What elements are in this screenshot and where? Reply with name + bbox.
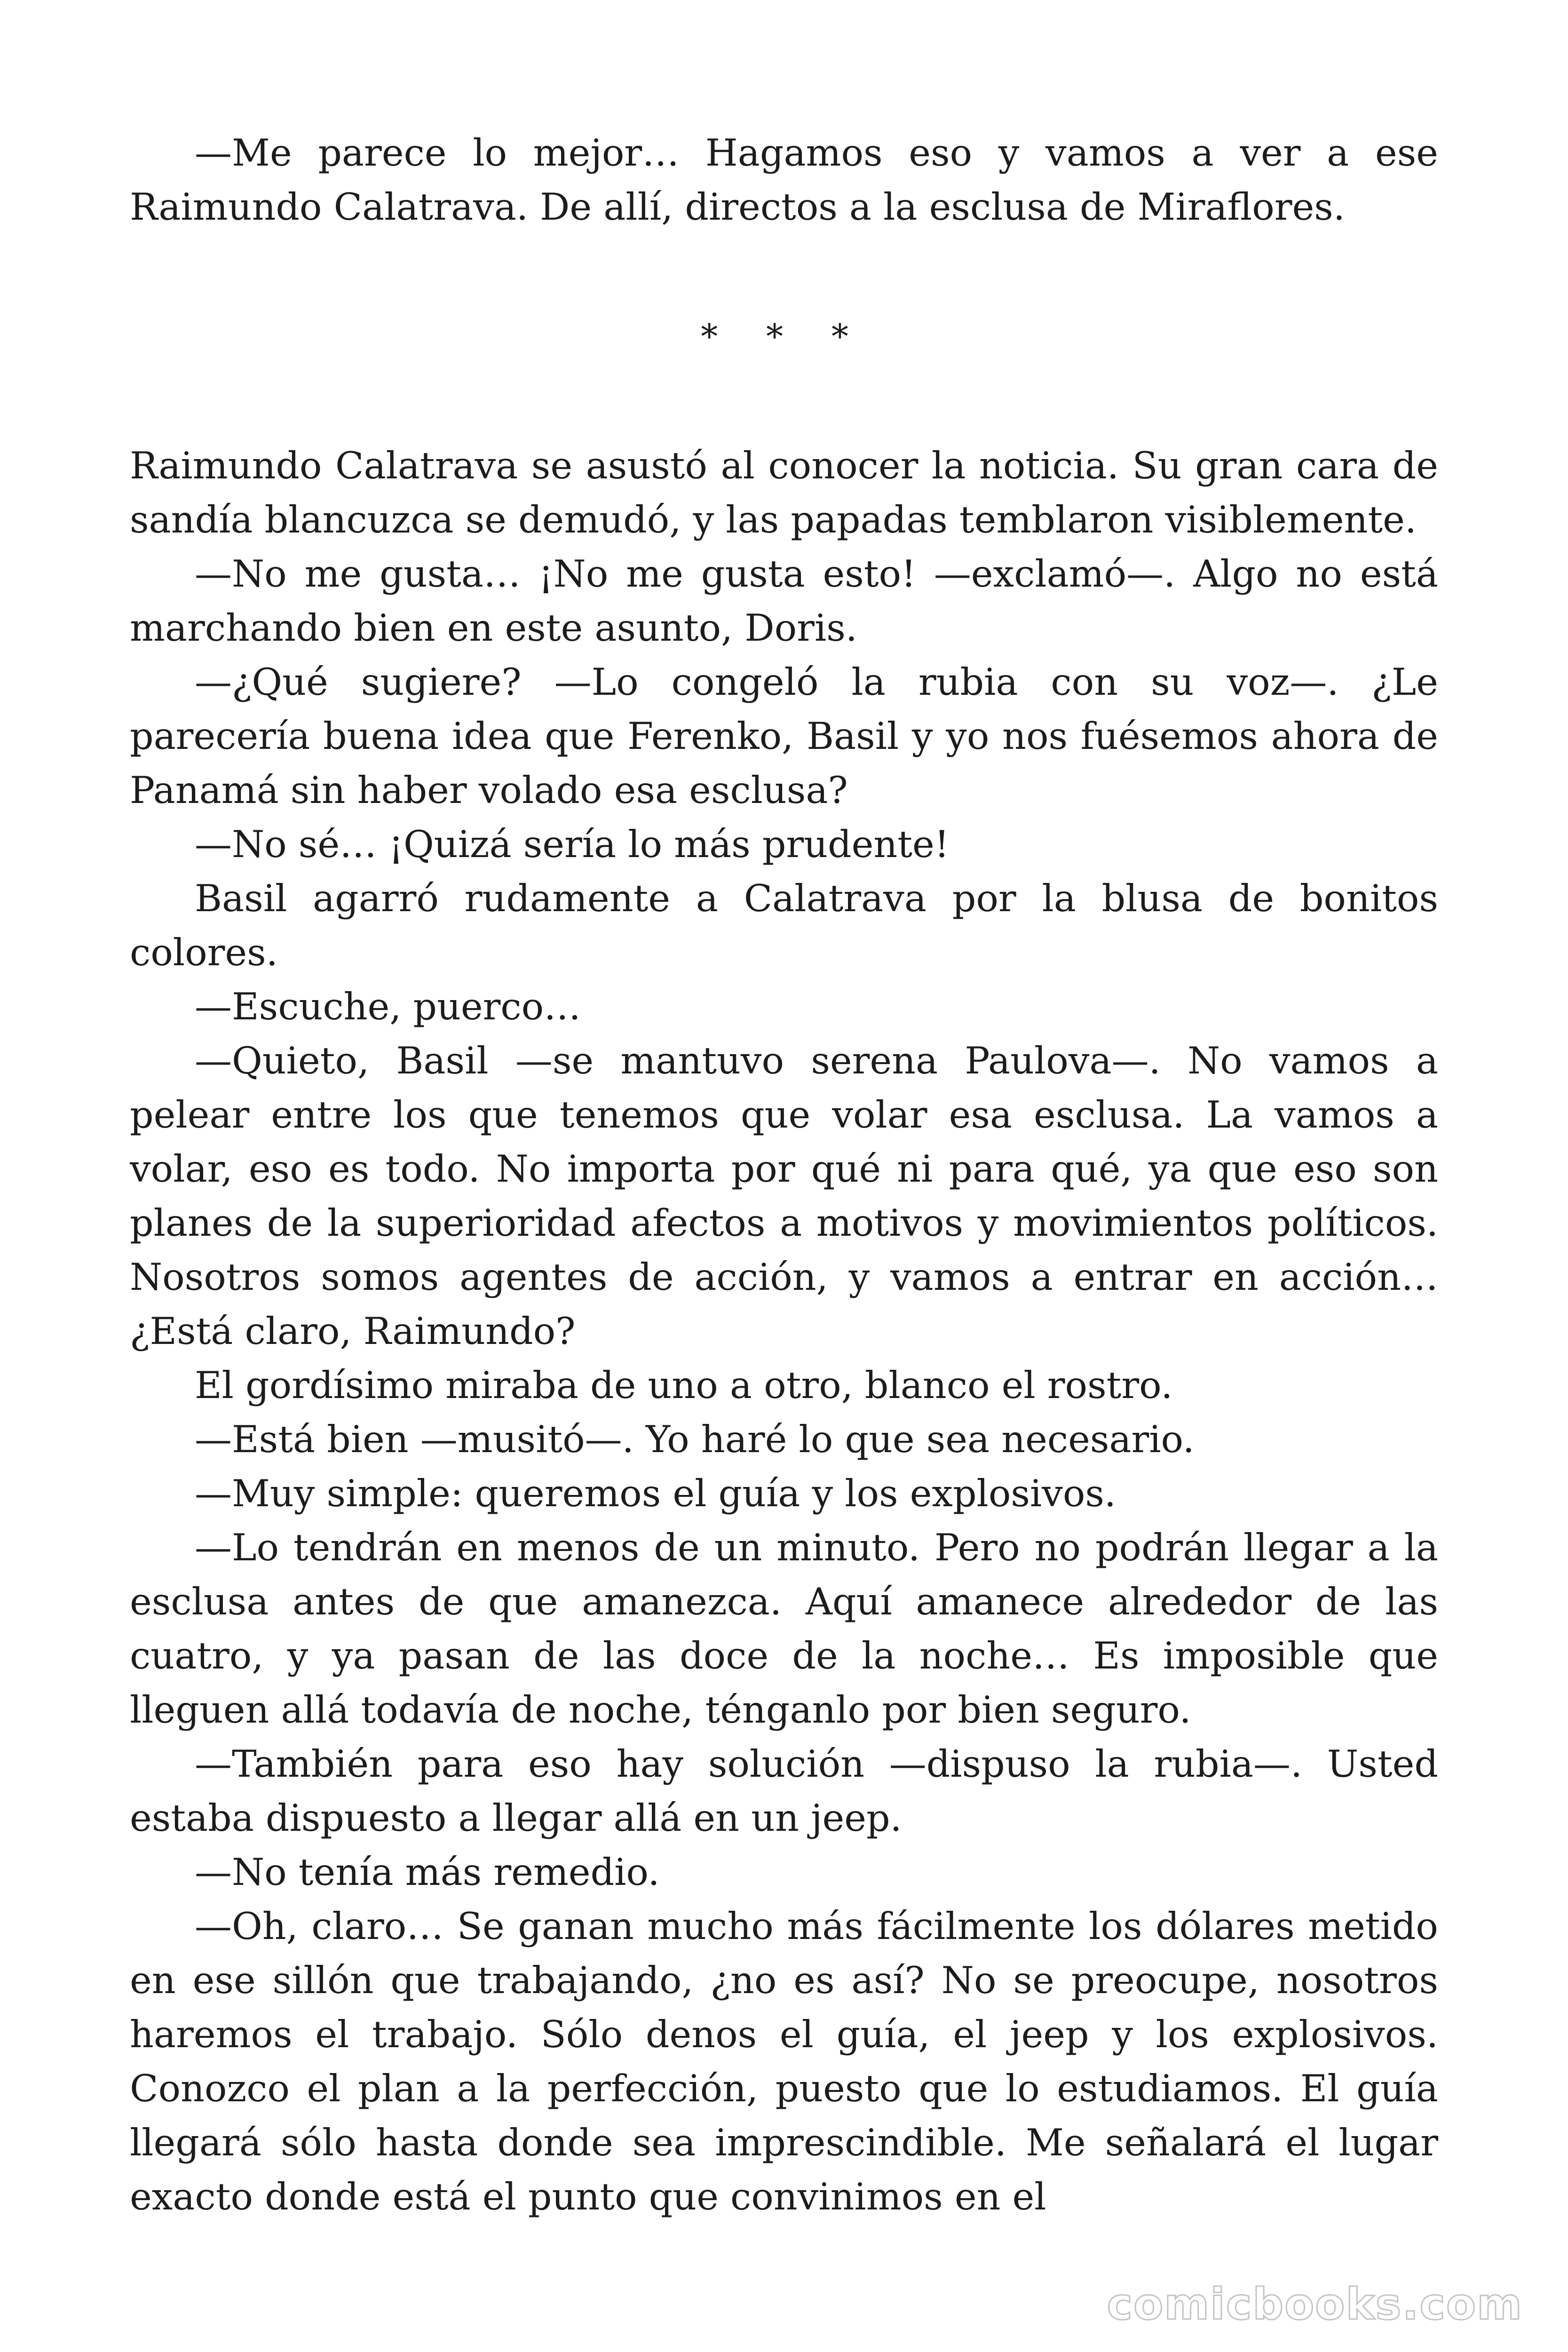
watermark: comicbooks.com xyxy=(1107,2279,1523,2329)
paragraph: —¿Qué sugiere? —Lo congeló la rubia con su voz—. ¿Le parecería buena idea que Ferenko, Basil y yo nos fuésemos ahora de Panamá sin haber volado esa esclusa? xyxy=(130,660,1438,812)
scene-break: * * * xyxy=(701,317,867,356)
paragraph: —Oh, claro… Se ganan mucho más fácilmente los dólares metido en ese sillón que trabajando, ¿no es así? No se preocupe, nosotros haremos el trabajo. Sólo denos el guía, el jeep y los explosivos. Conozco el plan a la perfección, puesto que lo estudiamos. El guía llegará sólo hasta donde sea imprescindible. Me señalará el lugar exacto donde está el punto que convinimos en el xyxy=(130,1905,1438,2218)
paragraph: —No sé… ¡Quizá sería lo más prudente! xyxy=(195,823,950,866)
paragraph: Basil agarró rudamente a Calatrava por la blusa de bonitos colores. xyxy=(130,877,1438,974)
paragraph: —Me parece lo mejor… Hagamos eso y vamos a ver a ese Raimundo Calatrava. De allí, directos a la esclusa de Miraflores. xyxy=(130,131,1438,229)
paragraph: El gordísimo miraba de uno a otro, blanco el rostro. xyxy=(195,1364,1173,1407)
paragraph: —No tenía más remedio. xyxy=(195,1851,660,1894)
paragraph: —No me gusta… ¡No me gusta esto! —exclamó—. Algo no está marchando bien en este asunto, Doris. xyxy=(130,552,1438,650)
page-body xyxy=(130,126,1438,2224)
paragraph: —Escuche, puerco… xyxy=(195,985,581,1028)
paragraph: —También para eso hay solución —dispuso la rubia—. Usted estaba dispuesto a llegar allá en un jeep. xyxy=(130,1742,1438,1840)
paragraph: —Quieto, Basil —se mantuvo serena Paulova—. No vamos a pelear entre los que tenemos que volar esa esclusa. La vamos a volar, eso es todo. No importa por qué ni para qué, ya que eso son planes de la superioridad afectos a motivos y movimientos políticos. Nosotros somos agentes de acción, y vamos a entrar en acción… ¿Está claro, Raimundo? xyxy=(130,1039,1438,1353)
paragraph: Raimundo Calatrava se asustó al conocer la noticia. Su gran cara de sandía blancuzca se demudó, y las papadas temblaron visiblemente. xyxy=(130,444,1438,541)
paragraph: —Está bien —musitó—. Yo haré lo que sea necesario. xyxy=(195,1418,1195,1461)
paragraph: —Lo tendrán en menos de un minuto. Pero no podrán llegar a la esclusa antes de que amanezca. Aquí amanece alrededor de las cuatro, y ya pasan de las doce de la noche… Es imposible que lleguen allá todavía de noche, ténganlo por bien seguro. xyxy=(130,1526,1438,1732)
paragraph: —Muy simple: queremos el guía y los explosivos. xyxy=(195,1472,1117,1515)
